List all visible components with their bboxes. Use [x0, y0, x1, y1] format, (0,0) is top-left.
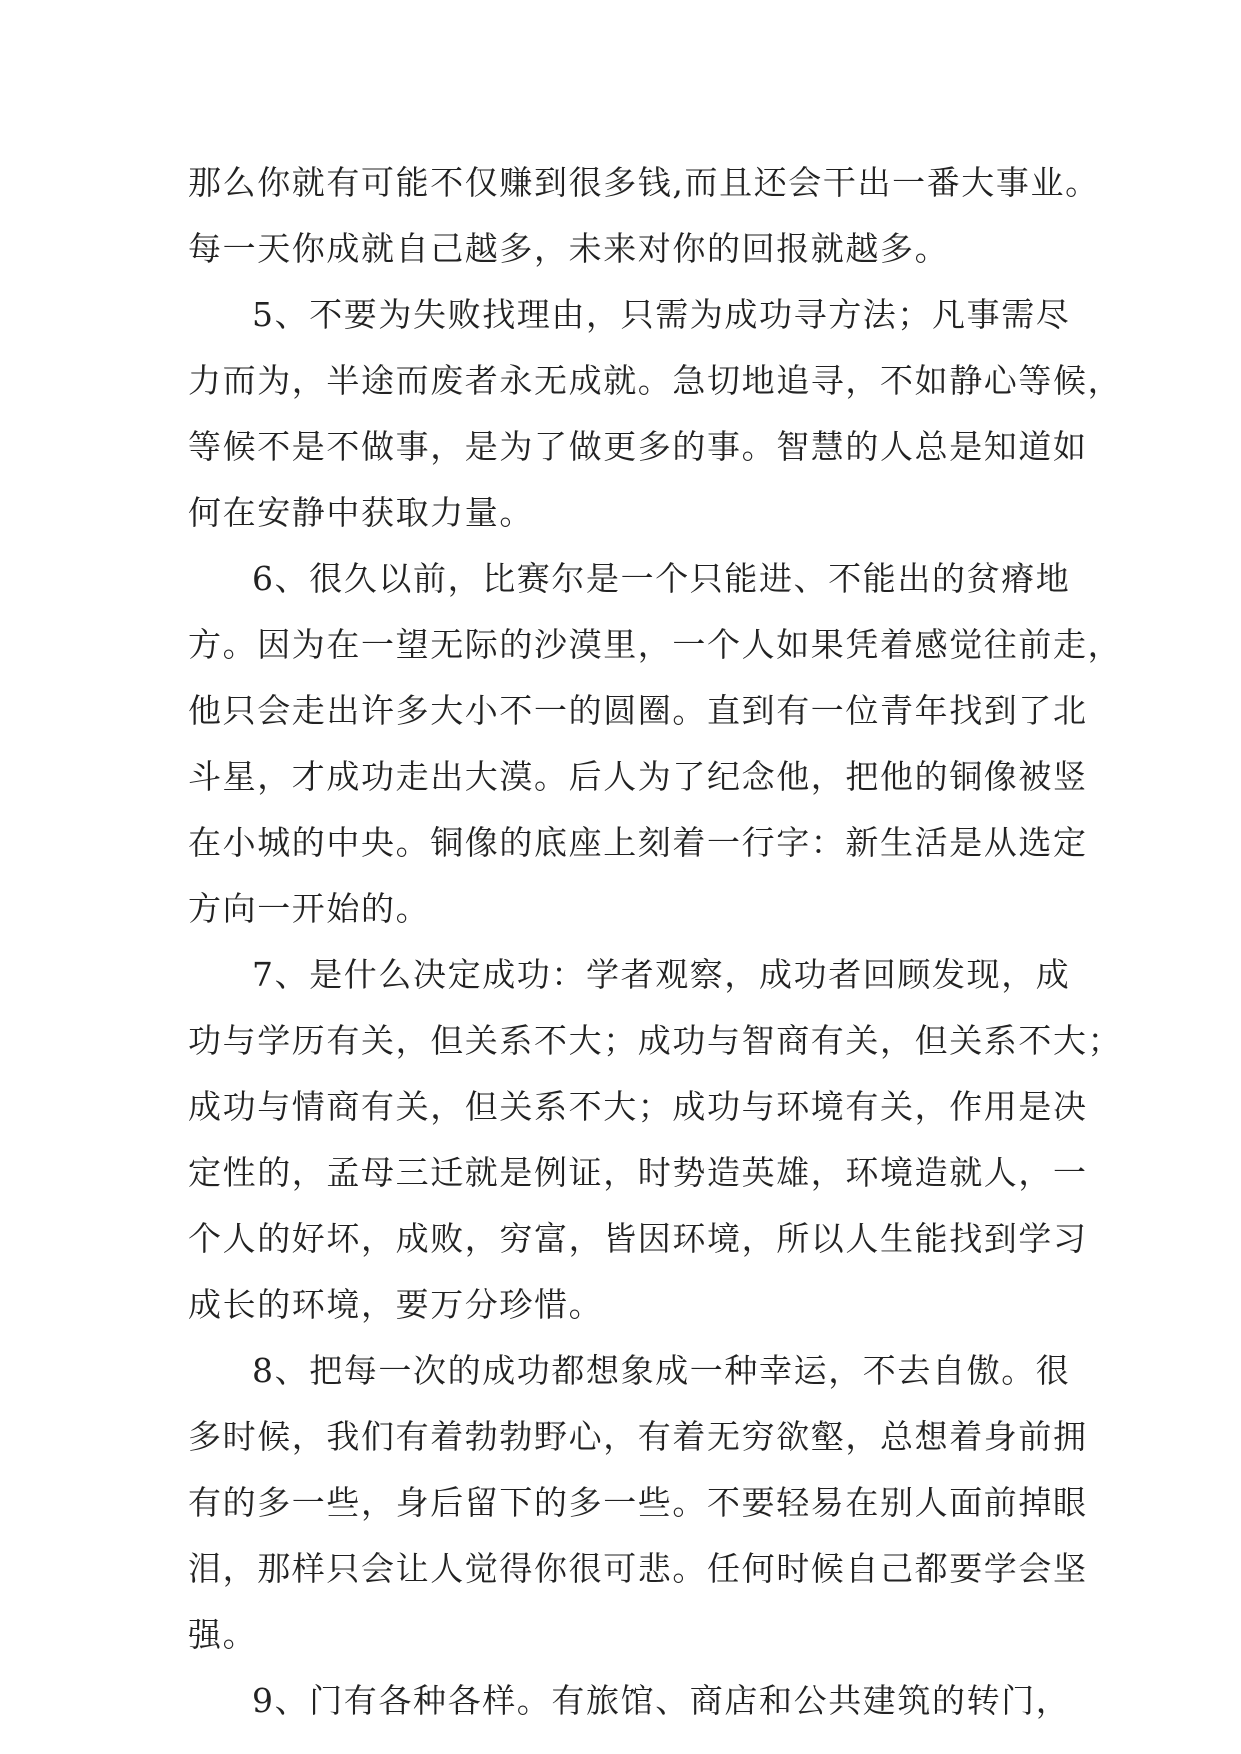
text-line: 等候不是不做事，是为了做更多的事。智慧的人总是知道如	[188, 427, 1088, 466]
text-line: 泪，那样只会让人觉得你很可悲。任何时候自己都要学会坚	[188, 1549, 1088, 1588]
text-line: 何在安静中获取力量。	[188, 493, 534, 532]
paragraph-6-start: 6、很久以前，比赛尔是一个只能进、不能出的贫瘠地	[252, 559, 1071, 598]
document-body	[188, 150, 1123, 1734]
text-line: 那么你就有可能不仅赚到很多钱,而且还会干出一番大事业。	[188, 163, 1100, 202]
text-line: 强。	[188, 1615, 258, 1654]
text-line: 功与学历有关，但关系不大；成功与智商有关，但关系不大；	[188, 1021, 1123, 1060]
text-line: 多时候，我们有着勃勃野心，有着无穷欲壑，总想着身前拥	[188, 1417, 1088, 1456]
text-line: 成长的环境，要万分珍惜。	[188, 1285, 604, 1324]
paragraph-9-start: 9、门有各种各样。有旅馆、商店和公共建筑的转门，	[252, 1681, 1071, 1720]
text-line: 力而为，半途而废者永无成就。急切地追寻，不如静心等候，	[188, 361, 1123, 400]
text-line: 方。因为在一望无际的沙漠里，一个人如果凭着感觉往前走，	[188, 625, 1123, 664]
text-line: 在小城的中央。铜像的底座上刻着一行字：新生活是从选定	[188, 823, 1088, 862]
text-line: 有的多一些，身后留下的多一些。不要轻易在别人面前掉眼	[188, 1483, 1088, 1522]
text-line: 每一天你成就自己越多，未来对你的回报就越多。	[188, 229, 950, 268]
text-line: 定性的，孟母三迁就是例证，时势造英雄，环境造就人，一	[188, 1153, 1088, 1192]
text-line: 他只会走出许多大小不一的圆圈。直到有一位青年找到了北	[188, 691, 1088, 730]
text-line: 成功与情商有关，但关系不大；成功与环境有关，作用是决	[188, 1087, 1088, 1126]
paragraph-8-start: 8、把每一次的成功都想象成一种幸运，不去自傲。很	[252, 1351, 1071, 1390]
text-line: 方向一开始的。	[188, 889, 431, 928]
paragraph-5-start: 5、不要为失败找理由，只需为成功寻方法；凡事需尽	[252, 295, 1071, 334]
paragraph-7-start: 7、是什么决定成功：学者观察，成功者回顾发现，成	[252, 955, 1071, 994]
text-line: 个人的好坏，成败，穷富，皆因环境，所以人生能找到学习	[188, 1219, 1088, 1258]
text-line: 斗星，才成功走出大漠。后人为了纪念他，把他的铜像被竖	[188, 757, 1088, 796]
